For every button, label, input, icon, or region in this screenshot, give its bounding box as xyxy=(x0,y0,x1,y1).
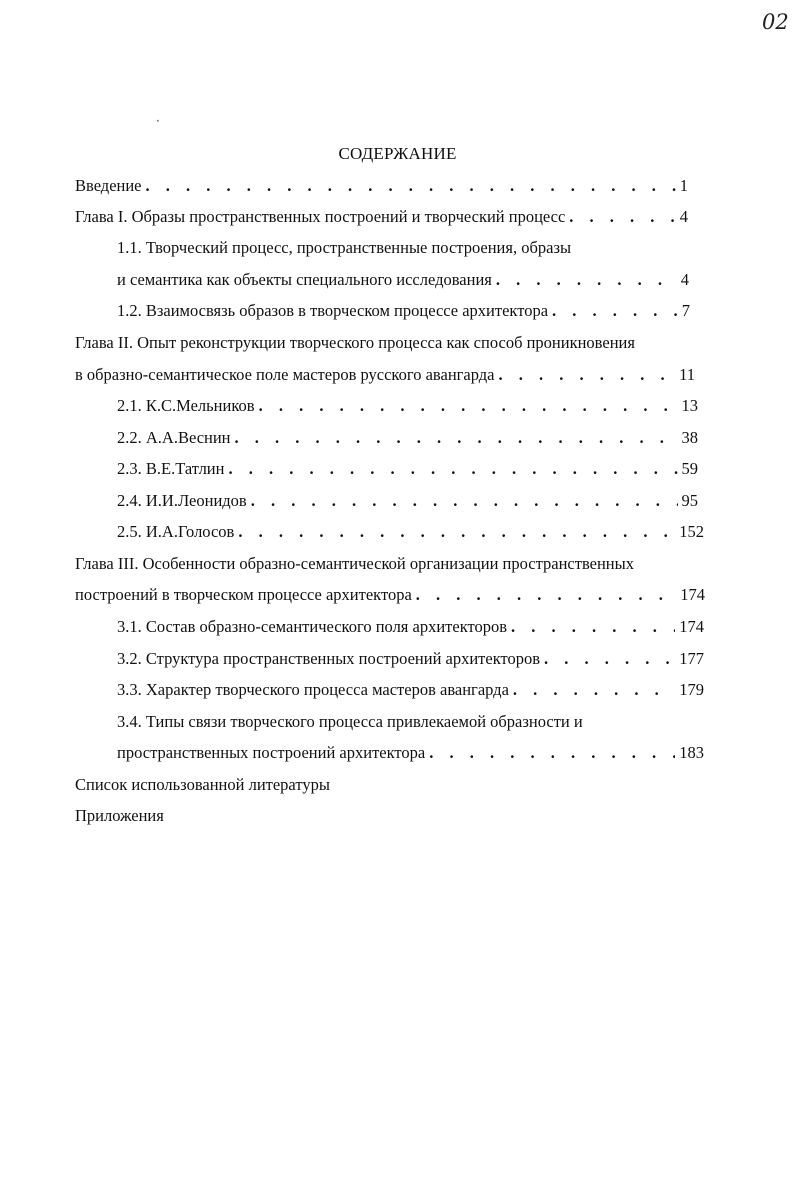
leader-dots xyxy=(416,583,676,607)
toc-entry-text: 2.3. В.Е.Татлин xyxy=(117,459,225,478)
leader-dots xyxy=(511,615,675,639)
page-title: СОДЕРЖАНИЕ xyxy=(338,144,457,163)
toc-entry-chapter-3-line1[interactable]: Глава III. Особенности образно-семантической организации пространственных xyxy=(75,554,634,573)
leader-dots xyxy=(496,268,677,292)
leader-dots xyxy=(251,489,678,513)
leader-dots xyxy=(228,457,677,481)
toc-entry-text: 3.3. Характер творческого процесса мастеров авангарда xyxy=(117,680,509,699)
toc-entry-chapter-2-line1[interactable]: Глава II. Опыт реконструкции творческого процесса как способ проникновения xyxy=(75,333,635,352)
leader-dots xyxy=(552,299,678,323)
toc-page-number: 13 xyxy=(681,396,698,415)
toc-page-number: 183 xyxy=(679,743,704,762)
toc-entry-text: 1.2. Взаимосвязь образов в творческом процессе архитектора xyxy=(117,301,549,320)
leader-dots xyxy=(238,520,675,544)
toc-entry-chapter-2[interactable] xyxy=(75,363,695,387)
toc-entry-text: пространственных построений архитектора xyxy=(117,743,426,762)
toc-page-number: 174 xyxy=(679,617,704,636)
toc-entry-text: 2.2. А.А.Веснин xyxy=(117,428,231,447)
leader-dots xyxy=(544,647,675,671)
leader-dots xyxy=(513,678,675,702)
leader-dots xyxy=(235,426,678,450)
leader-dots xyxy=(499,363,676,387)
toc-entry-2-3[interactable] xyxy=(117,457,698,481)
toc-entry-chapter-1[interactable] xyxy=(75,205,688,229)
toc-page-number: 95 xyxy=(681,491,698,510)
toc-page-number: 179 xyxy=(679,680,704,699)
toc-entry-2-4[interactable] xyxy=(117,489,698,513)
toc-entry-text: в образно-семантическое поле мастеров русского авангарда xyxy=(75,365,495,384)
toc-page-number: 4 xyxy=(680,270,689,289)
toc-entry-text: 3.1. Состав образно-семантического поля архитекторов xyxy=(117,617,508,636)
toc-entry-3-4-line1[interactable]: 3.4. Типы связи творческого процесса привлекаемой образности и xyxy=(117,712,583,731)
toc-entry-text: Глава I. Образы пространственных построений и творческий процесс xyxy=(75,207,566,226)
leader-dots xyxy=(146,174,676,198)
toc-entry-text: Введение xyxy=(75,176,142,195)
toc-entry-chapter-3[interactable] xyxy=(75,583,705,607)
toc-page-number: 4 xyxy=(679,207,688,226)
toc-entry-text: 2.5. И.А.Голосов xyxy=(117,522,235,541)
toc-page-number: 38 xyxy=(681,428,698,447)
toc-entry-2-2[interactable] xyxy=(117,426,698,450)
toc-page-number: 11 xyxy=(679,365,695,384)
handwritten-page-number: 02 xyxy=(762,10,789,34)
leader-dots xyxy=(429,741,675,765)
toc-entry-text: 2.1. К.С.Мельников xyxy=(117,396,255,415)
toc-page-number: 177 xyxy=(679,649,704,668)
toc-entry-3-3[interactable] xyxy=(117,678,704,702)
toc-entry-text: 3.2. Структура пространственных построений архитекторов xyxy=(117,649,541,668)
toc-entry-1-1[interactable] xyxy=(117,268,689,292)
toc-entry-3-2[interactable] xyxy=(117,647,704,671)
toc-entry-1-1-line1[interactable]: 1.1. Творческий процесс, пространственные построения, образы xyxy=(117,238,572,257)
toc-page-number: 174 xyxy=(680,585,705,604)
toc-entry-references[interactable]: Список использованной литературы xyxy=(75,775,330,794)
toc-page-number: 1 xyxy=(679,176,688,195)
toc-entry-3-1[interactable] xyxy=(117,615,704,639)
toc-entry-3-4[interactable] xyxy=(117,741,704,765)
toc-entry-text: 2.4. И.И.Леонидов xyxy=(117,491,247,510)
toc-entry-text: и семантика как объекты специального исследования xyxy=(117,270,492,289)
toc-page-number: 59 xyxy=(681,459,698,478)
toc-entry-text: построений в творческом процессе архитектора xyxy=(75,585,412,604)
toc-entry-appendix[interactable]: Приложения xyxy=(75,806,164,825)
toc-page-number: 7 xyxy=(681,301,690,320)
toc-entry-intro[interactable] xyxy=(75,174,688,198)
leader-dots xyxy=(569,205,675,229)
toc-entry-2-5[interactable] xyxy=(117,520,704,544)
toc-entry-2-1[interactable] xyxy=(117,394,698,418)
toc-page-number: 152 xyxy=(679,522,704,541)
scan-speck: ⸼ xyxy=(157,110,160,122)
toc-entry-1-2[interactable] xyxy=(117,299,690,323)
leader-dots xyxy=(259,394,678,418)
